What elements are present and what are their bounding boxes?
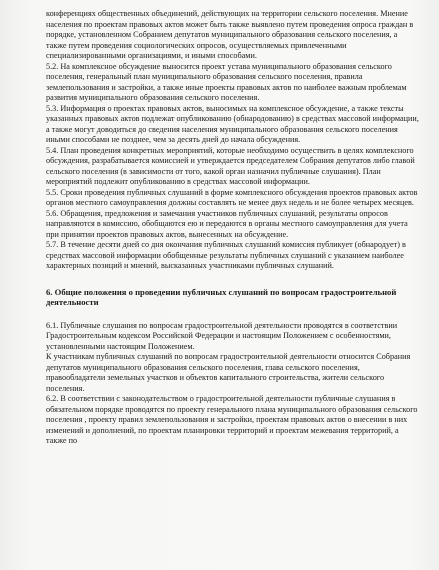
paragraph: конференциях общественных объединений, действующих на территории сельского поселения. Мнение населения по проектам правовых актов может быть также выявлено путем проведения опроса граждан в порядке, установленном Собранием депутатов муниципального образования сельского поселения, а также путем проведения социологических опросов, осуществляемых привлеченными специализированными организациями, и иными способами.	[46, 9, 414, 60]
paragraph-5-5: 5.5. Сроки проведения публичных слушаний в форме комплексного обсуждения проектов правовых актов органов местного самоуправления должны составлять не менее двух недель и не более четырех месяцев.	[46, 187, 418, 207]
paragraph-5-3: 5.3. Информация о проектах правовых актов, выносимых на комплексное обсуждение, а также тексты указанных правовых актов подлежат опубликованию (обнародованию) в средствах массовой информации, а также могут доводиться до сведения населения муниципального образования сельского поселения иными способами не позднее, чем за десять дней до начала обсуждения.	[46, 103, 419, 144]
paragraph-5-4: 5.4. План проведения конкретных мероприятий, которые необходимо осуществить в целях комплексного обсуждения, разрабатывается комиссией и утверждается председателем Собрания депутатов либо главой сельского поселения (в зависимости от того, какой орган назначил публичные слушания). План мероприятий подлежит опубликованию в средствах массовой информации.	[46, 145, 415, 186]
paragraph-5-6: 5.6. Обращения, предложения и замечания участников публичных слушаний, результаты опросов направляются в комиссию, обобщаются ею и передаются в органы местного самоуправления для учета при принятии проектов правовых актов, вынесенных на обсуждение.	[46, 208, 408, 239]
section-heading: 6. Общие положения о проведении публичных слушаний по вопросам градостроительной деятельности	[46, 286, 397, 307]
document-body	[46, 9, 419, 447]
paragraph-5-7: 5.7. В течение десяти дней со дня окончания публичных слушаний комиссия публикует (обнародует) в средствах массовой информации обобщенные результаты публичных слушаний с указанием наиболее характерных позиций и мнений, высказанных участниками публичных слушаний.	[46, 240, 406, 270]
paragraph-6-1: 6.1. Публичные слушания по вопросам градостроительной деятельности проводятся в соответствии Градостроительным кодексом Российской Федерации и настоящим Положением с особенностями, установленными настоящим Положением.	[46, 320, 398, 351]
paragraph-6-2: 6.2. В соответствии с законодательством о градостроительной деятельности публичные слушания в обязательном порядке проводятся по проекту генерального плана муниципального образования сельского поселения , проекту правил землепользования и застройки, проектам правовых актов о внесении в них изменений и дополнений, по проектам планировки территорий и проектам межевания территорий, а также по	[46, 394, 418, 445]
paragraph-5-2: 5.2. На комплексное обсуждение выносится проект устава муниципального образования сельского поселения, генеральный план муниципального образования сельского поселения, правила землепользования и застройки, а также иные проекты правовых актов по наиболее важным проблемам развития муниципального образования сельского поселения.	[46, 61, 407, 102]
paragraph-participants: К участникам публичных слушаний по вопросам градостроительной деятельности относится Собрания депутатов муниципального образования сельского поселения, глава сельского поселения, правообладатели земельных участков и объектов капитального строительства, жители сельского поселения.	[46, 352, 411, 393]
